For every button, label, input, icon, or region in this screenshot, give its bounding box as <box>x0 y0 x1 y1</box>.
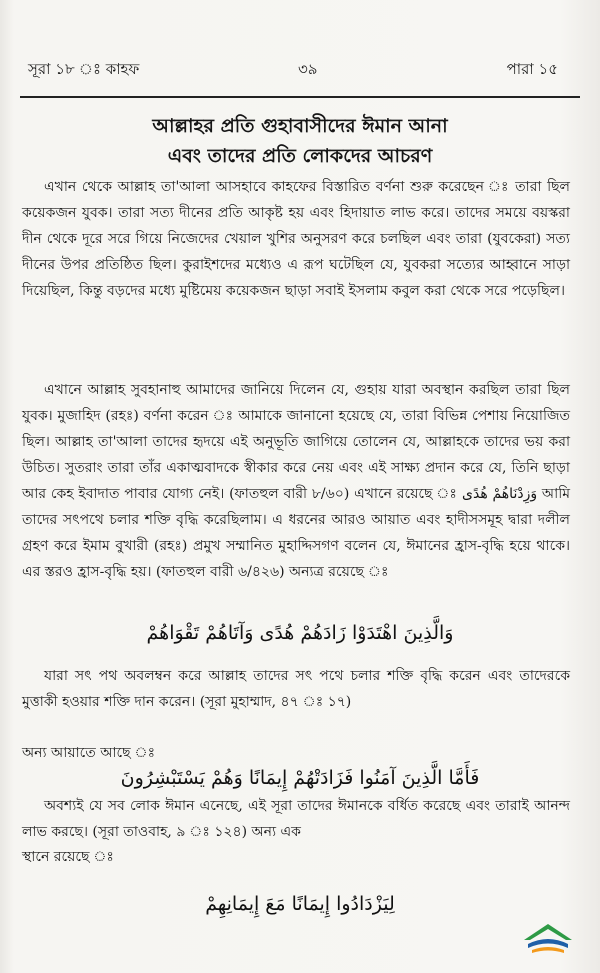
arabic-verse-3: لِيَزْدَادُوا إِيمَانًا مَعَ إِيمَانِهِمْ <box>205 893 395 915</box>
publisher-logo-icon <box>520 918 576 958</box>
paragraph-2-text-a: এখানে আল্লাহ সুবহানাহু আমাদের জানিয়ে দিলেন যে, গুহায় যারা অবস্থান করছিল তারা ছিল যুবক। মুজাহিদ (রহঃ) বর্ণনা করেন ঃ আমাকে জানানো হয়েছে যে, তারা বিভিন্ন পেশায় নিয়োজিত ছিল। আল্লাহ তা'আলা তাদের হৃদয়ে এই অনুভূতি জাগিয়ে তোলেন যে, আল্লাহকে তাদের ভয় করা উচিত। সুতরাং তারা তাঁর একাত্মবাদকে স্বীকার করে নেয় এবং এই সাক্ষ্য প্রদান করে যে, তিনি ছাড়া আর কেহ ইবাদাত পাবার যোগ্য নেই। (ফাতহুল বারী ৮/৬০) এখানে রয়েছে ঃ <box>22 382 570 502</box>
inline-arabic-verse: وَزِدْنَاهُمْ هُدًى <box>462 486 538 502</box>
page-header <box>28 58 558 82</box>
paragraph-2 <box>22 377 570 585</box>
paragraph-2-text-b: আমি তাদের সৎপথে চলার শক্তি বৃদ্ধি করেছিলাম। এ ধরনের আরও আয়াত এবং হাদীসসমূহ দ্বারা দলীল গ্রহণ করে ইমাম বুখারী (রহঃ) প্রমুখ সম্মানিত মুহাদ্দিসগণ বলেন যে, ঈমানের হ্রাস-বৃদ্ধি হয়ে থাকে। এর স্তরও হ্রাস-বৃদ্ধি হয়। (ফাতহুল বারী ৬/৪২৬) অন্যত্র রয়েছে ঃ <box>22 486 571 580</box>
paragraph-4: অবশ্যই যে সব লোক ঈমান এনেছে, এই সূরা তাদের ঈমানকে বর্ধিত করেছে এবং তারাই আনন্দ লাভ করছে। (সূরা তাওবাহ, ৯ ঃ ১২৪) অন্য এক <box>22 798 570 840</box>
section-heading-line1: আল্লাহর প্রতি গুহাবাসীদের ঈমান আনা <box>152 115 448 137</box>
arabic-verse-2: فَأَمَّا الَّذِينَ آمَنُوا فَزَادَتْهُمْ إِيمَانًا وَهُمْ يَسْتَبْشِرُونَ <box>120 767 480 789</box>
header-rule <box>20 96 580 98</box>
section-heading-line2: এবং তাদের প্রতি লোকদের আচরণ <box>167 145 433 167</box>
logo-base-icon <box>532 947 564 953</box>
logo-book-icon <box>528 939 568 948</box>
arabic-verse-1: وَالَّذِينَ اهْتَدَوْا زَادَهُمْ هُدًى وَآتَاهُمْ تَقْوَاهُمْ <box>146 622 454 644</box>
paragraph-3-continuation: অন্য আয়াতে আছে ঃ <box>22 745 156 761</box>
page-number: ৩৯ <box>298 60 318 78</box>
paragraph-1: এখান থেকে আল্লাহ তা'আলা আসহাবে কাহফের বিস্তারিত বর্ণনা শুরু করেছেন ঃ তারা ছিল কয়েকজন যুবক। তারা সত্য দীনের প্রতি আকৃষ্ট হয় এবং হিদায়াত লাভ করে। তাদের সময়ে বয়স্করা দীন থেকে দূরে সরে গিয়ে নিজেদের খেয়াল খুশির অনুসরণ করে চলছিল এবং তারা (যুবকেরা) সত্য দীনের উপর প্রতিষ্ঠিত ছিল। কুরাইশদের মধ্যেও এ রূপ ঘটেছিল যে, যুবকরা সত্যের আহ্বানে সাড়া দিয়েছিল, কিন্তু বড়দের মধ্যে মুষ্টিমেয় কয়েকজন ছাড়া সবাই ইসলাম কবুল করা থেকে সরে পড়েছিল। <box>22 179 570 299</box>
paragraph-4-continuation: স্থানে রয়েছে ঃ <box>22 849 114 865</box>
surah-label: সূরা ১৮ ঃ কাহফ <box>28 60 140 78</box>
paragraph-3: যারা সৎ পথ অবলম্বন করে আল্লাহ তাদের সৎ পথে চলার শক্তি বৃদ্ধি করেন এবং তাদেরকে মুত্তাকী হওয়ার শক্তি দান করেন। (সূরা মুহাম্মাদ, ৪৭ ঃ ১৭) <box>22 668 570 710</box>
para-label: পারা ১৫ <box>506 60 558 78</box>
logo-roof-icon <box>524 924 572 940</box>
